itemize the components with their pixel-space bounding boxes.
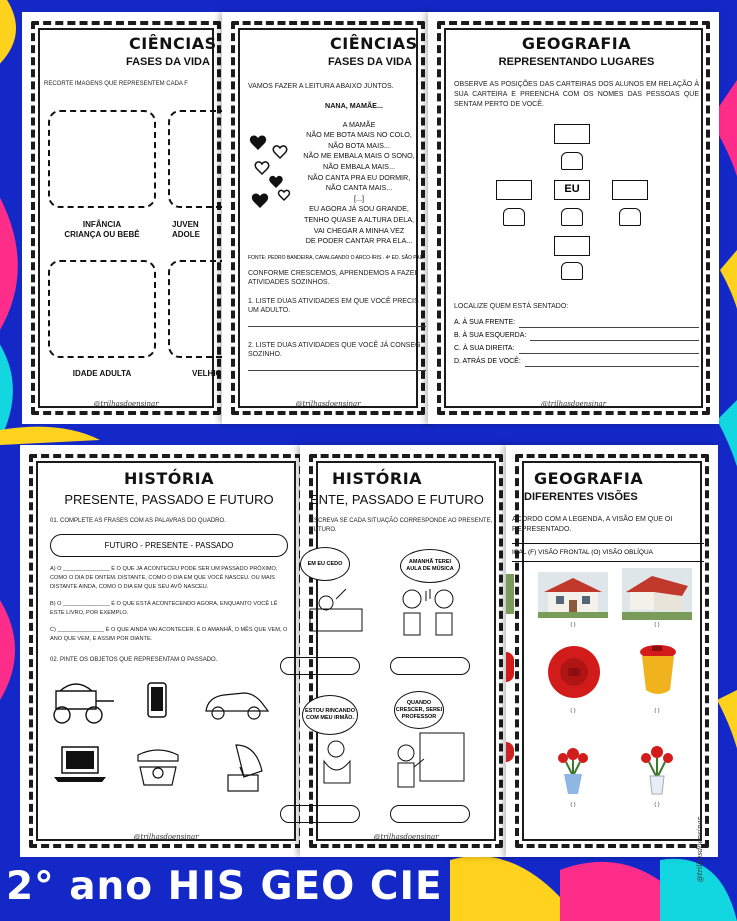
text-paragraph: CONFORME CRESCEMOS, APRENDEMOS A FAZEI ATIVIDADES SOZINHOS.	[248, 269, 417, 286]
smartphone-icon[interactable]	[148, 683, 166, 717]
cutout-box-adulto	[48, 260, 156, 358]
answer-oval[interactable]	[280, 657, 360, 675]
answer-line[interactable]	[519, 319, 699, 328]
speech-bubble: AMANHÃ TEREI AULA DE MÚSICA	[400, 549, 460, 583]
speech-bubble: EM EU CEDO	[300, 547, 350, 581]
credit-text: @trilhasdoensinar	[373, 833, 439, 841]
question-1: 1. LISTE DUAS ATIVIDADES EM QUE VOCÊ PRECIS UM ADULTO.	[248, 297, 419, 314]
flowers-vase-photo	[548, 732, 598, 796]
views-grid	[512, 562, 704, 822]
worksheet-ciencias-poema	[222, 12, 434, 424]
gramophone-icon[interactable]	[228, 745, 262, 791]
sheet-title: CIÊNCIAS	[330, 34, 418, 53]
poem-line: NÃO CANTA PRA EU DORMIR,	[307, 172, 411, 182]
answer-line[interactable]	[530, 332, 699, 341]
cutout-box-velhice	[168, 260, 228, 358]
desk-front[interactable]	[554, 124, 590, 144]
answer-list	[454, 319, 699, 367]
sheet-subtitle: FASES DA VIDA	[126, 56, 210, 68]
house-front-photo	[538, 572, 608, 618]
chair-icon	[561, 262, 583, 280]
worksheet-ciencias-fases	[22, 12, 230, 424]
sheet-title: HISTÓRIA	[332, 469, 423, 488]
word-box: FUTURO - PRESENTE - PASSADO	[50, 534, 288, 557]
item-label: A. À SUA FRENTE:	[454, 319, 516, 326]
answer-oval[interactable]	[390, 805, 470, 823]
answer-parentheses[interactable]: ( )	[570, 802, 576, 808]
label-juventude: JUVEN ADOLE	[172, 220, 200, 239]
cup-top-view-photo	[544, 642, 604, 702]
situations-grid	[304, 535, 498, 835]
sheet-subtitle: REPRESENTANDO LUGARES	[498, 56, 655, 68]
instruction-text: ESCREVA SE CADA SITUAÇÃO CORRESPONDE AO PRESENTE, FUTURO.	[310, 518, 493, 533]
speech-bubble: QUANDO CRESCER, SEREI PROFESSOR	[394, 691, 444, 729]
house-top-photo	[506, 574, 514, 614]
answer-parentheses[interactable]: ( )	[570, 708, 576, 714]
sheet-subtitle: DIFERENTES VISÕES	[524, 491, 638, 503]
desk-right[interactable]	[612, 180, 648, 200]
worksheet-geografia-lugares	[428, 12, 719, 424]
child-sleeping-illustration	[306, 579, 366, 639]
question-2: 2. LISTE DUAS ATIVIDADES QUE VOCÊ JÁ CONSEG SOZINHO.	[248, 341, 421, 358]
answer-parentheses[interactable]: ( )	[654, 622, 660, 628]
children-singing-illustration	[390, 583, 470, 643]
label-adulto: IDADE ADULTA	[72, 369, 132, 378]
poem-line: TENHO QUASE A ALTURA DELA,	[303, 214, 415, 224]
answer-oval[interactable]	[390, 657, 470, 675]
answer-oval[interactable]	[280, 805, 360, 823]
car-icon[interactable]	[206, 693, 268, 719]
worksheet-historia-situacoes	[300, 445, 512, 857]
poem-line: VAI CHEGAR A MINHA VEZ	[313, 225, 405, 235]
flower-top-photo	[506, 742, 514, 762]
cup-top-photo	[506, 652, 514, 682]
label-infancia: INFÂNCIA CRIANÇA OU BEBÊ	[64, 220, 140, 239]
carriage-icon[interactable]	[54, 684, 114, 723]
desk-center-eu: EU	[554, 180, 590, 200]
old-telephone-icon[interactable]	[138, 750, 178, 785]
credit-text: @trilhasdoensinar	[133, 833, 199, 841]
sheet-title: HISTÓRIA	[123, 469, 215, 488]
poem-line: A MAMÃE	[342, 119, 376, 129]
question-1: 01. COMPLETE AS FRASES COM AS PALAVRAS DO QUADRO.	[50, 518, 226, 524]
sentence-b: B) O _______________ É O QUE ESTÁ ACONTECENDO AGORA, ENQUANTO VOCÊ LÊ ESTE LIVRO, POR EXEMPLO.	[50, 601, 278, 616]
sheet-title: GEOGRAFIA	[521, 34, 632, 53]
cup-oblique-photo	[634, 642, 684, 702]
banner-title: 2° ano HIS GEO CIE	[6, 864, 443, 909]
poem-line: NÃO CANTA MAIS...	[325, 183, 393, 193]
credit-text-vertical: @trilhasdoensinar	[696, 817, 704, 883]
desk-left[interactable]	[496, 180, 532, 200]
item-label: B. À SUA ESQUERDA:	[454, 332, 527, 339]
poem-line: NÃO BOTA MAIS...	[328, 140, 390, 150]
credit-text: @trilhasdoensinar	[93, 400, 159, 408]
intro-text: VAMOS FAZER A LEITURA ABAIXO JUNTOS.	[248, 83, 394, 90]
instruction-text: ACORDO COM A LEGENDA, A VISÃO EM QUE OI REPRESENTADO.	[512, 516, 673, 533]
child-playing-illustration	[310, 735, 370, 795]
classroom-diagram	[454, 110, 699, 280]
answer-parentheses[interactable]: ( )	[570, 622, 576, 628]
instruction-text: OBSERVE AS POSIÇÕES DAS CARTEIRAS DOS ALUNOS EM RELAÇÃO À SUA CARTEIRA E PREENCHA COM OS NOMES DAS PESSOAS QUE SENTAM PERTO DE VOCÊ.	[454, 81, 699, 108]
desk-back[interactable]	[554, 236, 590, 256]
cutout-box-juventude	[168, 110, 228, 208]
teacher-board-illustration	[390, 729, 470, 799]
answer-line[interactable]	[248, 315, 426, 327]
answer-parentheses[interactable]: ( )	[654, 802, 660, 808]
chair-icon	[503, 208, 525, 226]
legend-bar: ICAL (F) VISÃO FRONTAL (O) VISÃO OBLÍQUA	[512, 543, 704, 562]
speech-bubble: ESTOU RINCANDO COM MEU IRMÃO.	[302, 695, 358, 735]
answer-line[interactable]	[248, 359, 426, 371]
poem-line: EU AGORA JÁ SOU GRANDE,	[309, 204, 409, 214]
label-velhice: VELHIC	[192, 369, 222, 378]
instruction-text: RECORTE IMAGENS QUE REPRESENTEM CADA F	[44, 81, 188, 87]
objects-illustrations	[50, 671, 280, 801]
sheet-title: GEOGRAFIA	[534, 469, 644, 488]
sentence-c: C) _______________ É O QUE AINDA VAI ACONTECER. É O AMANHÃ, O MÊS QUE VEM, O ANO QUE VEM, E ASSIM POR DIANTE.	[50, 627, 288, 642]
poem-line: DE PODER CANTAR PRA ELA...	[305, 236, 413, 246]
question-2: 02. PINTE OS OBJETOS QUE REPRESENTAM O PASSADO.	[50, 657, 218, 663]
poem-line: NÃO ME EMBALA MAIS O SONO,	[303, 151, 415, 161]
credit-text: @trilhasdoensinar	[540, 400, 607, 408]
answer-line[interactable]	[519, 345, 699, 354]
chair-icon	[561, 152, 583, 170]
answer-line[interactable]	[525, 358, 699, 367]
sheet-title: CIÊNCIAS	[129, 34, 217, 53]
sheet-subtitle: FASES DA VIDA	[328, 56, 412, 68]
sentence-a: A) O _______________ É O QUE JÁ ACONTECEU PODE SER UM PASSADO PRÓXIMO, COMO O DIA DE ONTEM. DISTANTE, COMO O DIA EM QUE VOCÊ NASCEU. OU MAIS DISTANTE AINDA, COMO O DIA EM QUE SEU AVÔ NASCEU.	[50, 566, 278, 590]
house-oblique-photo	[622, 568, 692, 620]
hearts-icon	[248, 126, 298, 216]
sheet-subtitle: ENTE, PASSADO E FUTURO	[310, 492, 484, 507]
laptop-icon[interactable]	[54, 747, 106, 782]
item-label: D. ATRÁS DE VOCÊ:	[454, 358, 521, 365]
sheet-subtitle: PRESENTE, PASSADO E FUTURO	[64, 492, 274, 507]
poem-line: [...]	[354, 193, 364, 203]
item-label: C. À SUA DIREITA:	[454, 345, 515, 352]
poem-title: NANA, MAMÃE...	[325, 101, 383, 110]
worksheet-geografia-visoes	[506, 445, 718, 883]
answer-parentheses[interactable]: ( )	[654, 708, 660, 714]
worksheet-historia-tempo	[20, 445, 312, 857]
poem-line: NÃO EMBALA MAIS...	[323, 161, 395, 171]
poem-line: NÃO ME BOTA MAIS NO COLO,	[306, 130, 412, 140]
locate-text: LOCALIZE QUEM ESTÁ SENTADO:	[454, 303, 569, 310]
chair-icon	[619, 208, 641, 226]
cutout-box-infancia	[48, 110, 156, 208]
credit-text: @trilhasdoensinar	[295, 400, 361, 408]
chair-icon	[561, 208, 583, 226]
flowers-vase-side-photo	[632, 732, 682, 796]
source-text: FONTE: PEDRO BANDEIRA, CAVALGANDO O ARCO-ÍRIS . 4ª ED. SÃO PAU	[248, 254, 424, 261]
